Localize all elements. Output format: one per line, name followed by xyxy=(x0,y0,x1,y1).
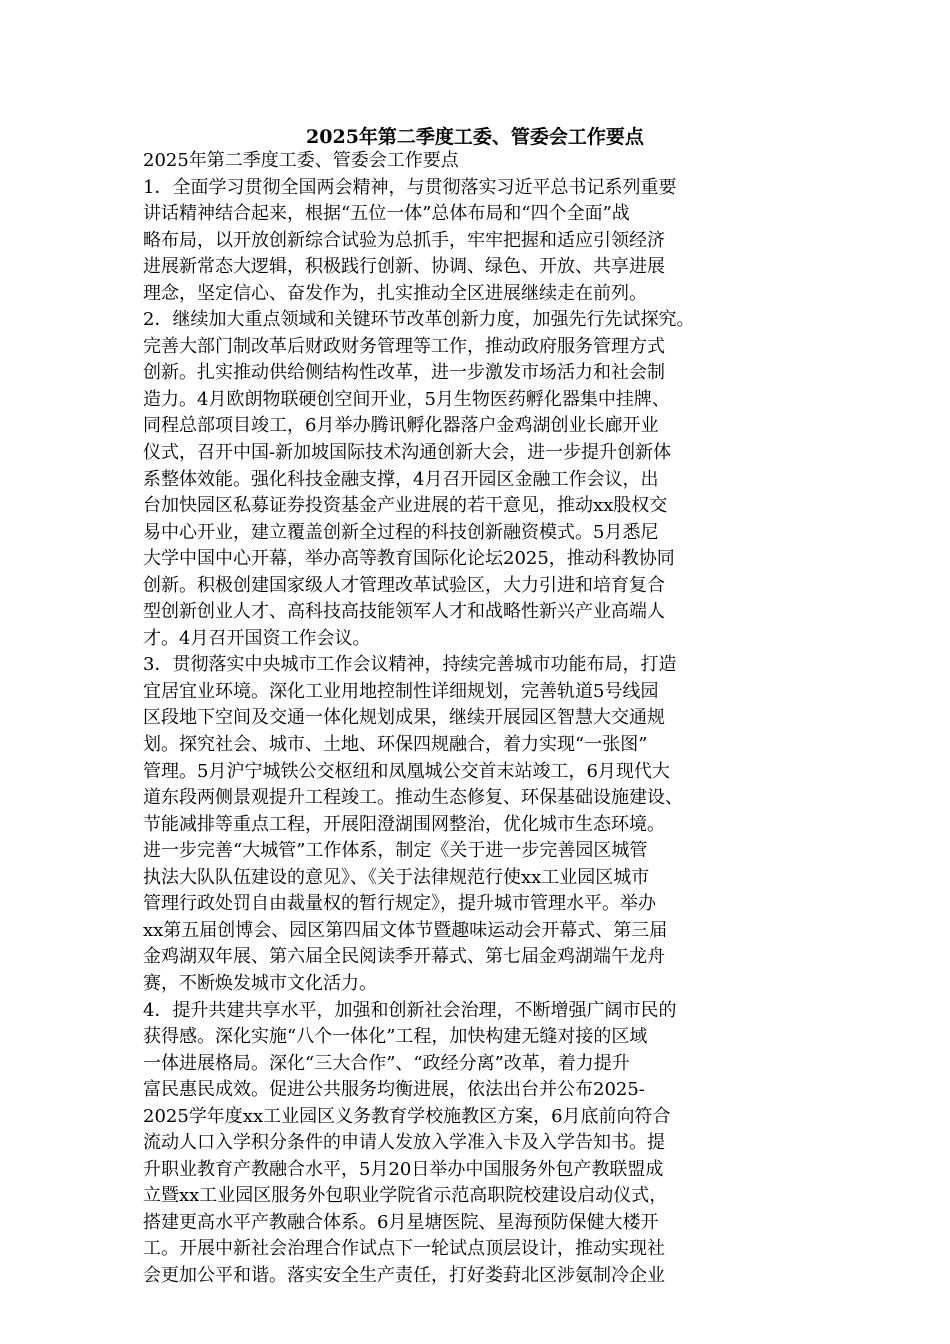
body-line: 一体进展格局。深化“三大合作”、“政经分离”改革，着力提升 xyxy=(143,1052,630,1074)
body-line: 区段地下空间及交通一体化规划成果，继续开展园区智慧大交通规 xyxy=(143,707,665,729)
body-line: 3．贯彻落实中央城市工作会议精神，持续完善城市功能布局，打造 xyxy=(143,654,677,676)
body-line: 完善大部门制改革后财政财务管理等工作，推动政府服务管理方式 xyxy=(143,335,665,357)
body-line: 宜居宜业环境。深化工业用地控制性详细规划，完善轨道5号线园 xyxy=(143,680,659,702)
body-line: 金鸡湖双年展、第六届全民阅读季开幕式、第七届金鸡湖端午龙舟 xyxy=(143,946,665,968)
body-line: 2．继续加大重点领域和关键环节改革创新力度，加强先行先试探究。 xyxy=(143,309,695,331)
body-line: 4．提升共建共享水平，加强和创新社会治理，不断增强广阔市民的 xyxy=(143,999,677,1021)
body-line: 节能减排等重点工程，开展阳澄湖围网整治，优化城市生态环境。 xyxy=(143,813,665,835)
body-line: 管理行政处罚自由裁量权的暂行规定》，提升城市管理水平。举办 xyxy=(143,893,656,915)
body-line: 略布局，以开放创新综合试验为总抓手，牢牢把握和适应引领经济 xyxy=(143,229,665,251)
body-line: 仪式，召开中国-新加坡国际技术沟通创新大会，进一步提升创新体 xyxy=(143,442,672,464)
body-line: 2025年第二季度工委、管委会工作要点 xyxy=(143,150,459,171)
document-title: 2025年第二季度工委、管委会工作要点 xyxy=(306,126,644,148)
body-line: 管理。5月沪宁城铁公交枢纽和凤凰城公交首末站竣工，6月现代大 xyxy=(143,760,670,782)
body-line: 创新。积极创建国家级人才管理改革试验区，大力引进和培育复合 xyxy=(143,574,665,596)
body-line: 造力。4月欧朗物联硬创空间开业，5月生物医药孵化器集中挂牌、 xyxy=(143,388,670,410)
body-line: 易中心开业，建立覆盖创新全过程的科技创新融资模式。5月悉尼 xyxy=(143,521,659,543)
body-line: 工。开展中新社会治理合作试点下一轮试点顶层设计，推动实现社 xyxy=(143,1238,665,1260)
body-line: 系整体效能。强化科技金融支撑，4月召开园区金融工作会议，出 xyxy=(143,468,659,490)
body-line: 型创新创业人才、高科技高技能领军人才和战略性新兴产业高端人 xyxy=(143,601,665,623)
body-line: 创新。扎实推动供给侧结构性改革，进一步激发市场活力和社会制 xyxy=(143,362,665,384)
body-line: 道东段两侧景观提升工程竣工。推动生态修复、环保基础设施建设、 xyxy=(143,787,683,809)
body-line: 划。探究社会、城市、土地、环保四规融合，着力实现“一张图” xyxy=(143,734,648,756)
body-line: 搭建更高水平产教融合体系。6月星塘医院、星海预防保健大楼开 xyxy=(143,1211,659,1233)
body-line: 流动人口入学积分条件的申请人发放入学准入卡及入学告知书。提 xyxy=(143,1132,665,1154)
body-line: 台加快园区私募证券投资基金产业进展的若干意见，推动xx股权交 xyxy=(143,495,668,517)
body-line: 进一步完善“大城管”工作体系，制定《关于进一步完善园区城管 xyxy=(143,840,648,862)
body-line: 大学中国中心开幕，举办高等教育国际化论坛2025，推动科教协同 xyxy=(143,548,675,570)
body-line: 富民惠民成效。促进公共服务均衡进展，依法出台并公布2025- xyxy=(143,1079,645,1101)
body-line: xx第五届创博会、园区第四届文体节暨趣味运动会开幕式、第三届 xyxy=(143,919,668,941)
body-line: 进展新常态大逻辑，积极践行创新、协调、绿色、开放、共享进展 xyxy=(143,256,665,278)
body-line: 才。4月召开国资工作会议。 xyxy=(143,627,371,649)
body-line: 获得感。深化实施“八个一体化”工程，加快构建无缝对接的区域 xyxy=(143,1026,648,1048)
body-line: 同程总部项目竣工，6月举办腾讯孵化器落户金鸡湖创业长廊开业 xyxy=(143,415,659,437)
body-line: 会更加公平和谐。落实安全生产责任，打好娄葑北区涉氨制冷企业 xyxy=(143,1264,665,1286)
body-line: 赛，不断焕发城市文化活力。 xyxy=(143,972,377,994)
body-line: 1．全面学习贯彻全国两会精神，与贯彻落实习近平总书记系列重要 xyxy=(143,176,677,198)
body-line: 升职业教育产教融合水平，5月20日举办中国服务外包产教联盟成 xyxy=(143,1158,664,1180)
body-line: 讲话精神结合起来，根据“五位一体”总体布局和“四个全面”战 xyxy=(143,203,630,225)
body-line: 执法大队队伍建设的意见》、《关于法律规范行使xx工业园区城市 xyxy=(143,866,650,888)
body-line: 立暨xx工业园区服务外包职业学院省示范高职院校建设启动仪式， xyxy=(143,1185,668,1207)
body-line: 2025学年度xx工业园区义务教育学校施教区方案，6月底前向符合 xyxy=(143,1105,671,1127)
document-body xyxy=(143,148,823,1290)
body-line: 理念，坚定信心、奋发作为，扎实推动全区进展继续走在前列。 xyxy=(143,282,647,304)
